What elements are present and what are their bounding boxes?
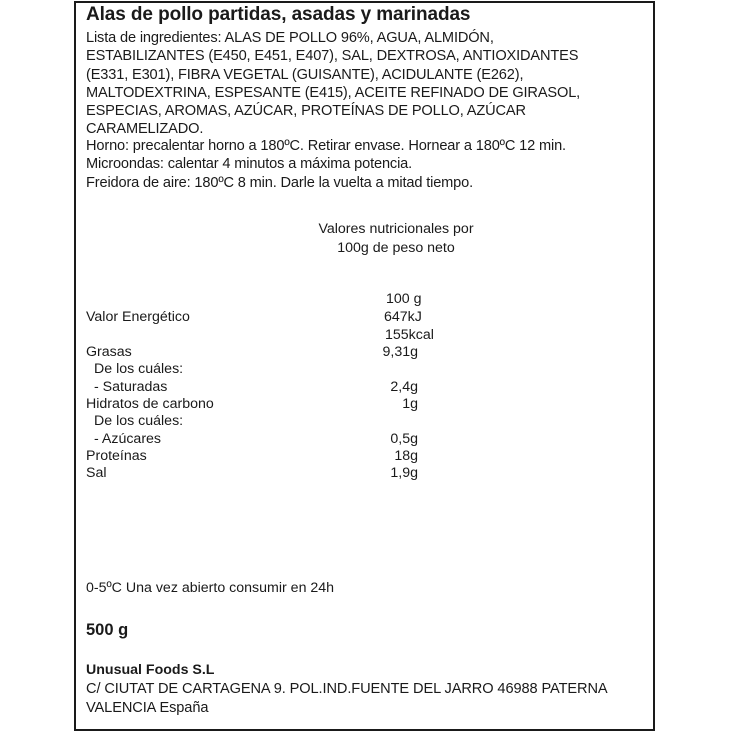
microwave-instructions: Microondas: calentar 4 minutos a máxima potencia. <box>86 156 413 173</box>
ingredients-line: Lista de ingredientes: ALAS DE POLLO 96%, AGUA, ALMIDÓN, <box>86 30 494 46</box>
nutrition-value-fats: 9,31g <box>382 344 418 360</box>
nutrition-value-energy-kcal: 155kcal <box>385 327 434 343</box>
nutrition-label-of-which: De los cuáles: <box>94 413 184 429</box>
address-line1: C/ CIUTAT DE CARTAGENA 9. POL.IND.FUENTE DEL JARRO 46988 PATERNA <box>86 681 608 697</box>
manufacturer-address <box>86 680 608 718</box>
nutrition-column-header: 100 g <box>386 291 422 307</box>
ingredients-line: MALTODEXTRINA, ESPESANTE (E415), ACEITE REFINADO DE GIRASOL, <box>86 84 581 101</box>
cooking-instructions <box>86 137 566 192</box>
nutrition-label-fats: Grasas <box>86 344 132 360</box>
storage-instructions: 0-5ºC Una vez abierto consumir en 24h <box>86 580 335 596</box>
nutrition-label-sugars: - Azúcares <box>94 431 162 447</box>
nutrition-label-salt: Sal <box>86 465 107 481</box>
oven-instructions: Horno: precalentar horno a 180ºC. Retirar envase. Hornear a 180ºC 12 min. <box>86 138 566 154</box>
net-weight: 500 g <box>86 621 129 639</box>
nutrition-value-carbohydrates: 1g <box>402 396 418 412</box>
nutrition-label-energy: Valor Energético <box>86 309 190 325</box>
ingredients-line: ESPECIAS, AROMAS, AZÚCAR, PROTEÍNAS DE POLLO, AZÚCAR <box>86 103 526 120</box>
nutrition-value-energy-kj: 647kJ <box>384 309 422 325</box>
product-title: Alas de pollo partidas, asadas y marinadas <box>86 4 471 25</box>
nutrition-label-proteins: Proteínas <box>86 448 147 464</box>
ingredients-list <box>86 29 652 139</box>
address-line2: VALENCIA España <box>86 700 209 716</box>
ingredients-line: ESTABILIZANTES (E450, E451, E407), SAL, DEXTROSA, ANTIOXIDANTES <box>86 48 579 65</box>
nutrition-header-line2: 100g de peso neto <box>337 240 455 256</box>
nutrition-value-proteins: 18g <box>394 448 418 464</box>
nutrition-value-salt: 1,9g <box>390 465 418 481</box>
nutrition-header-line1: Valores nutricionales por <box>318 221 474 237</box>
nutrition-header <box>296 220 496 258</box>
ingredients-line: CARAMELIZADO. <box>86 121 204 138</box>
air-fryer-instructions: Freidora de aire: 180ºC 8 min. Darle la vuelta a mitad tiempo. <box>86 174 474 191</box>
nutrition-label-carbohydrates: Hidratos de carbono <box>86 396 214 412</box>
nutrition-label-of-which: De los cuáles: <box>94 361 184 377</box>
nutrition-value-saturated: 2,4g <box>390 379 418 395</box>
ingredients-line: (E331, E301), FIBRA VEGETAL (GUISANTE), ACIDULANTE (E262), <box>86 66 524 83</box>
nutrition-value-sugars: 0,5g <box>390 431 418 447</box>
nutrition-label-saturated: - Saturadas <box>94 379 168 395</box>
product-label <box>74 1 655 731</box>
manufacturer-name: Unusual Foods S.L <box>86 662 215 678</box>
